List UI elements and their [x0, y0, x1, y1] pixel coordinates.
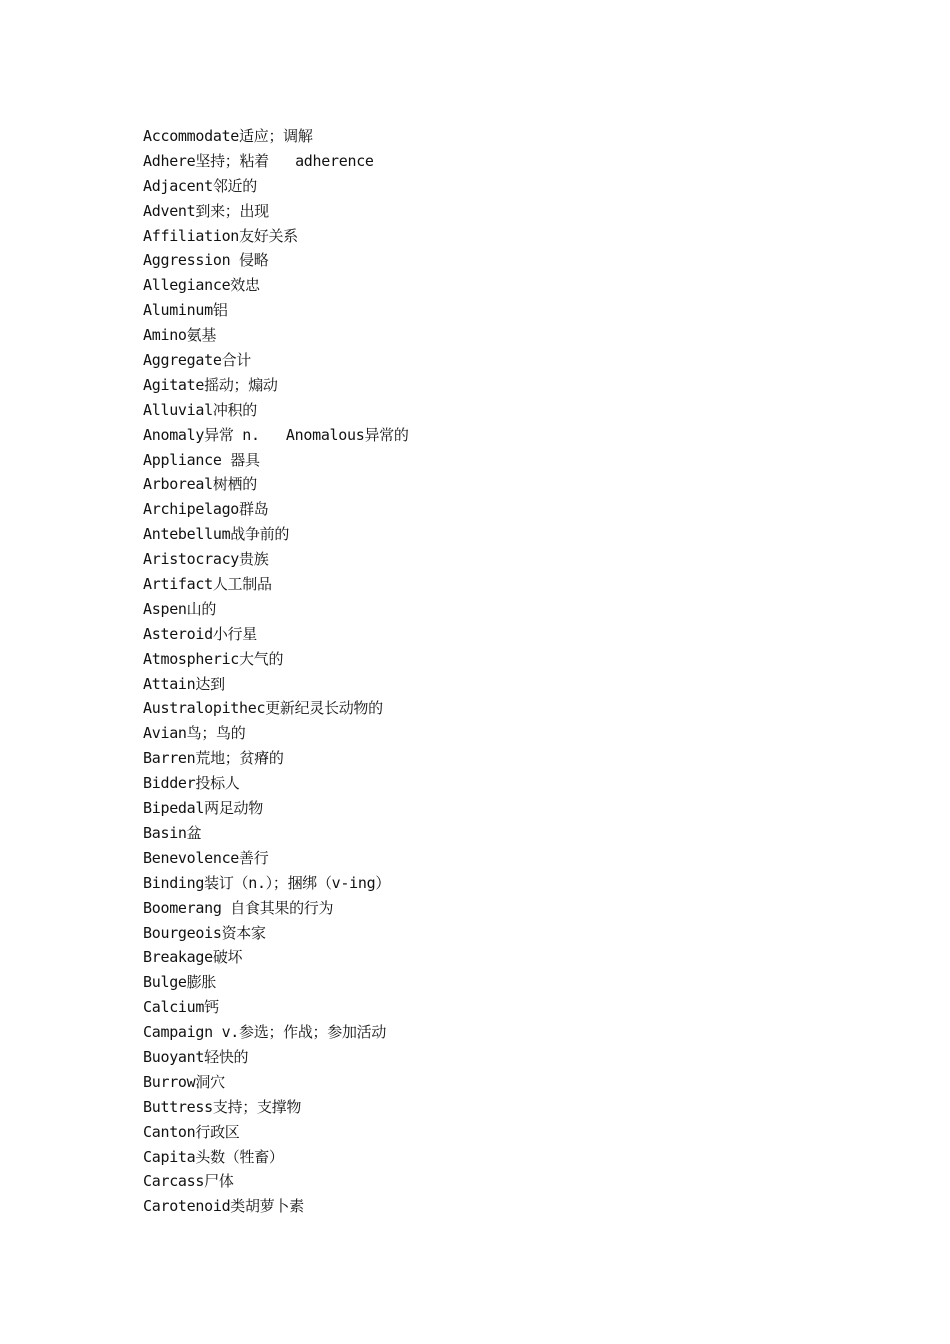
vocab-entry: Basin盆	[143, 823, 202, 842]
vocab-entry: Affiliation友好关系	[143, 226, 298, 245]
vocab-entry: Carotenoid类胡萝卜素	[143, 1197, 304, 1216]
vocab-entry: Avian鸟；鸟的	[143, 724, 246, 743]
vocab-entry: Burrow洞穴	[143, 1072, 225, 1091]
vocab-entry: Atmospheric大气的	[143, 649, 284, 668]
vocab-entry: Bipedal两足动物	[143, 799, 263, 818]
vocab-entry: Antebellum战争前的	[143, 525, 290, 544]
vocab-entry: Boomerang 自食其果的行为	[143, 898, 334, 917]
vocab-entry: Alluvial冲积的	[143, 400, 257, 419]
vocab-entry: Adhere坚持；粘着 adherence	[143, 151, 374, 170]
vocab-entry: Aspen山的	[143, 599, 217, 618]
vocab-entry: Amino氨基	[143, 326, 217, 345]
vocab-entry: Aristocracy贵族	[143, 550, 269, 569]
vocab-entry: Barren荒地；贫瘠的	[143, 749, 284, 768]
vocab-entry: Carcass尸体	[143, 1172, 234, 1191]
vocab-entry: Accommodate适应；调解	[143, 127, 313, 145]
vocab-entry: Bourgeois资本家	[143, 923, 266, 942]
vocabulary-list	[143, 124, 843, 1219]
vocab-entry: Bulge膨胀	[143, 973, 217, 992]
vocab-entry: Advent到来；出现	[143, 201, 269, 220]
vocab-entry: Attain达到	[143, 674, 225, 693]
vocab-entry: Arboreal树栖的	[143, 475, 257, 494]
vocab-entry: Appliance 器具	[143, 450, 260, 469]
vocab-entry: Allegiance效忠	[143, 276, 260, 295]
vocab-entry: Benevolence善行	[143, 848, 269, 867]
vocab-entry: Buttress支持；支撑物	[143, 1097, 302, 1116]
vocab-entry: Aggregate合计	[143, 351, 251, 370]
vocab-entry: Aggression 侵略	[143, 251, 269, 270]
vocab-entry: Australopithec更新纪灵长动物的	[143, 699, 383, 718]
vocab-entry: Capita头数（牲畜）	[143, 1147, 284, 1166]
vocab-entry: Anomaly异常 n. Anomalous异常的	[143, 425, 409, 444]
vocab-entry: Asteroid小行星	[143, 624, 257, 643]
vocab-entry: Archipelago群岛	[143, 500, 269, 519]
vocab-entry: Buoyant轻快的	[143, 1047, 249, 1066]
vocab-entry: Artifact人工制品	[143, 575, 272, 594]
vocab-entry: Agitate摇动；煽动	[143, 375, 278, 394]
vocab-entry: Adjacent邻近的	[143, 176, 257, 195]
vocab-entry: Canton行政区	[143, 1122, 240, 1141]
vocab-entry: Breakage破坏	[143, 948, 243, 967]
vocab-entry: Aluminum铝	[143, 301, 228, 320]
vocab-entry: Bidder投标人	[143, 774, 240, 793]
vocab-entry: Calcium钙	[143, 998, 219, 1017]
vocab-entry: Campaign v.参选；作战；参加活动	[143, 1023, 387, 1042]
vocab-entry: Binding装订（n.）；捆绑（v-ing）	[143, 873, 391, 892]
